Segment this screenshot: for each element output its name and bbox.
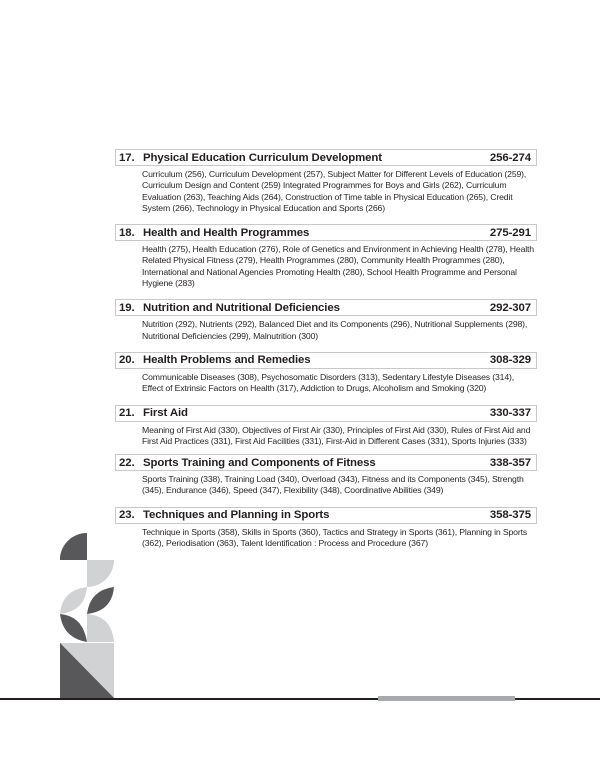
chapter-page-range: 275-291 <box>489 226 531 239</box>
chapter-title: Health Problems and Remedies <box>143 354 311 367</box>
chapter-page-range: 308-329 <box>489 354 531 367</box>
chapter-number: 20. <box>119 354 135 367</box>
chapter-title: First Aid <box>143 407 188 420</box>
chapter-number: 22. <box>119 456 135 469</box>
dark-leaf-shape <box>87 587 114 614</box>
chapter-topics: Communicable Diseases (308), Psychosomatic Disorders (313), Sedentary Lifestyle Diseases (314), Effect of Extrinsic Factors on Health (317), Addiction to Drugs, Alcoholism and Smoking (320) <box>142 371 515 394</box>
chapter-title: Nutrition and Nutritional Deficiencies <box>143 301 340 314</box>
chapter-page-range: 330-337 <box>489 407 531 420</box>
bottom-accent-bar <box>378 696 515 701</box>
chapter-number: 23. <box>119 509 135 522</box>
chapter-title: Techniques and Planning in Sports <box>143 509 330 522</box>
chapter-topics: Nutrition (292), Nutrients (292), Balanced Diet and its Components (296), Nutritional Supplements (298), Nutritional Deficiencies (299), Malnutrition (300) <box>142 319 528 341</box>
dark-leaf-lower-shape <box>60 614 87 642</box>
light-leaf-lower-shape <box>87 614 114 642</box>
chapter-title: Health and Health Programmes <box>143 226 310 239</box>
chapter-topics: Sports Training (338), Training Load (340), Overload (343), Fitness and its Components (345), Strength (345), Endurance (346), Speed (347), Flexibility (348), Coordinative Abilities (349) <box>142 474 524 496</box>
dark-quarter-circle-shape <box>60 533 87 560</box>
chapter-page-range: 292-307 <box>489 301 531 314</box>
chapter-topics: Technique in Sports (358), Skills in Sports (360), Tactics and Strategy in Sports (361), Planning in Sports (362), Periodisation (363), Talent Identification : Process and Procedure (367) <box>142 526 528 549</box>
chapter-number: 18. <box>119 226 135 239</box>
light-leaf-shape <box>60 587 87 614</box>
chapter-topics: Curriculum (256), Curriculum Development (257), Subject Matter for Different Levels of Education (259), Curriculum Design and Content (259) Integrated Programmes for Boys and Girls (262), Curriculum Evaluation (263), Teaching Aids (264), Construction of Time table in Physical Education (265), Credit System (266), Technology in Physical Education and Sports (266) <box>142 169 527 213</box>
chapter-page-range: 358-375 <box>489 509 531 522</box>
chapter-title: Sports Training and Components of Fitness <box>143 456 376 469</box>
light-quarter-circle-shape <box>87 560 114 587</box>
chapter-number: 17. <box>119 151 135 164</box>
chapter-page-range: 256-274 <box>489 151 531 164</box>
chapter-title: Physical Education Curriculum Development <box>143 151 382 164</box>
chapter-number: 19. <box>119 301 135 314</box>
chapter-page-range: 338-357 <box>489 456 531 469</box>
chapter-topics: Meaning of First Aid (330), Objectives of First Air (330), Principles of First Aid (330), Rules of First Aid and First Aid Practices (331), First Aid Facilities (331), First-Aid in Different Cases (331), Sports Injuries (333) <box>142 424 531 446</box>
chapter-number: 21. <box>119 407 135 420</box>
chapter-topics: Health (275), Health Education (276), Role of Genetics and Environment in Achieving Health (278), Health Related Physical Fitness (279), Health Programmes (280), Community Health Programmes (280), International and National Agencies Promoting Health (280), School Health Programme and Personal Hygiene (283) <box>142 244 534 289</box>
